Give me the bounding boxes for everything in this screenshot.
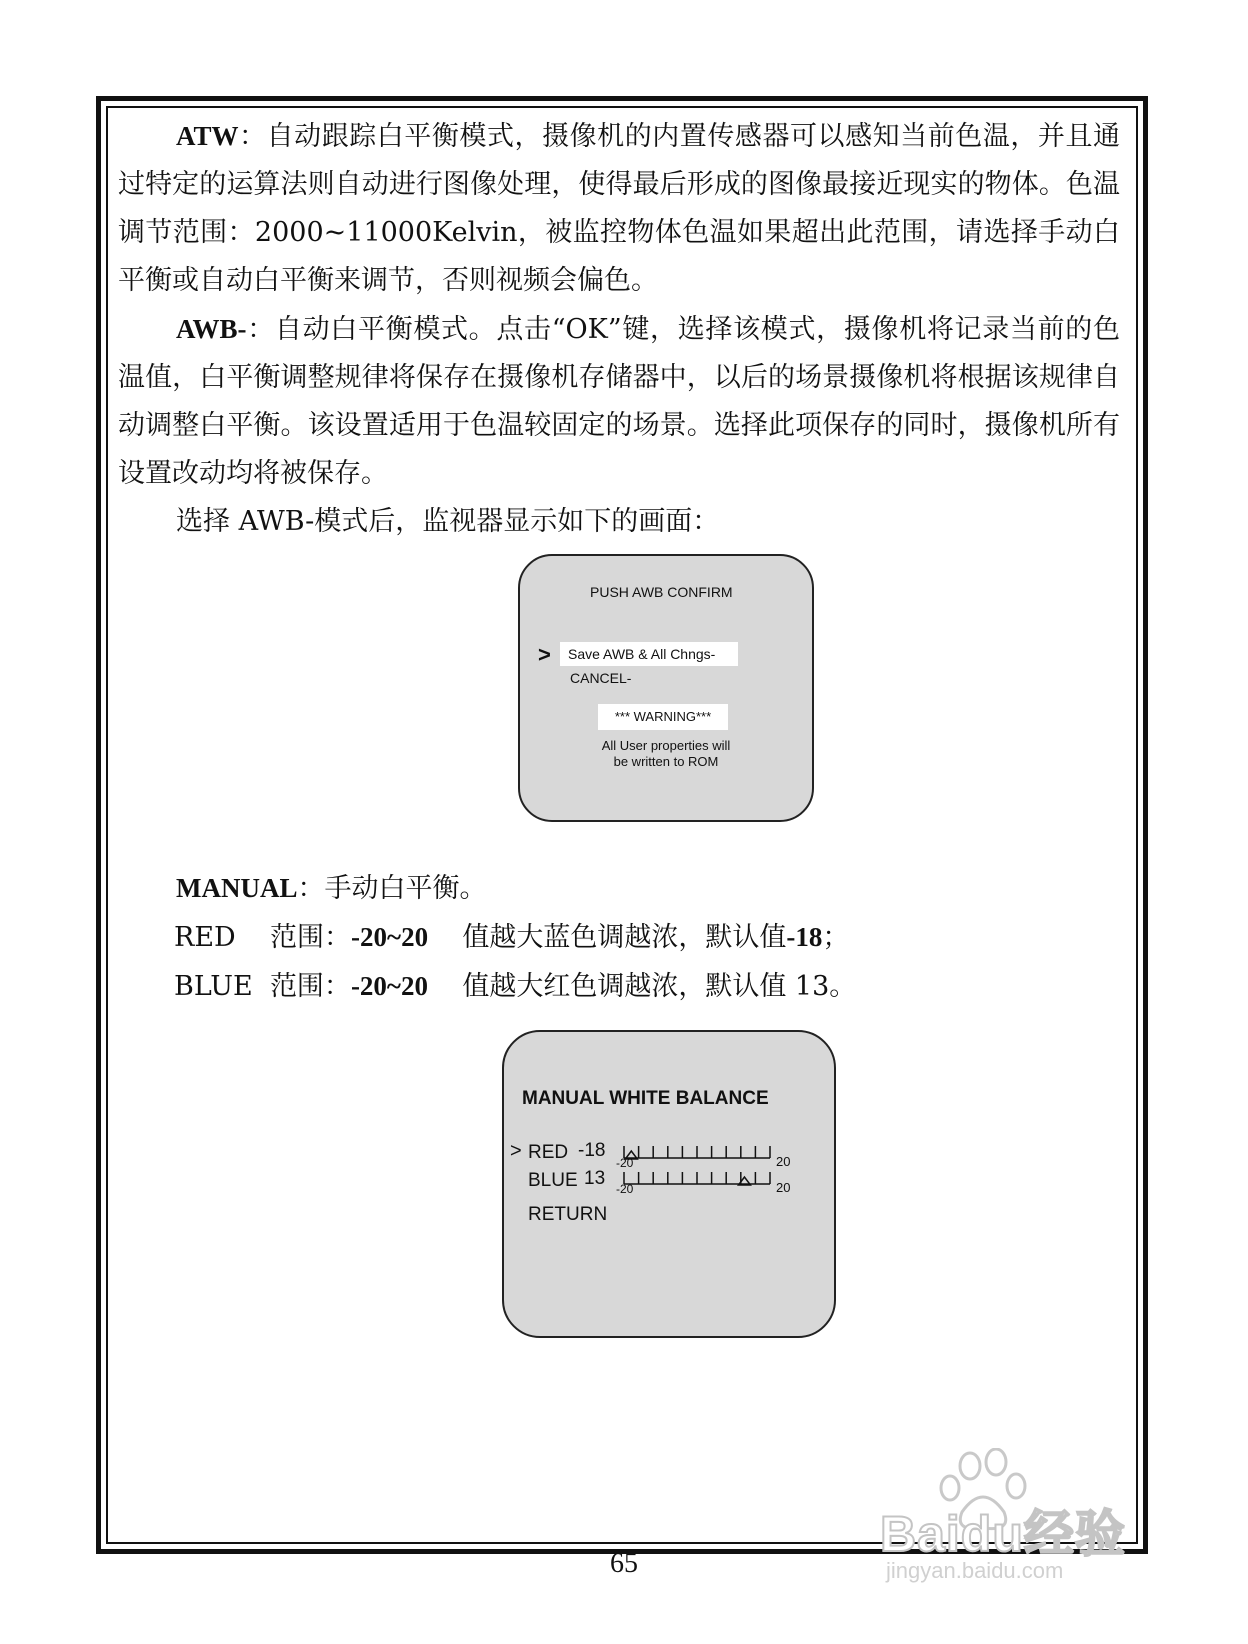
- atw-term: ATW: [176, 121, 239, 151]
- red-spec-range: -20~20: [351, 922, 429, 952]
- manual-paragraph: [118, 864, 1120, 913]
- manual-text: ：手动白平衡。: [297, 873, 487, 904]
- blue-spec-range-label: 范围：: [269, 971, 351, 1002]
- blue-spec-desc: 值越大红色调越浓，默认值: [462, 971, 795, 1002]
- awb-screen-title: PUSH AWB CONFIRM: [590, 584, 733, 600]
- red-scale-min: -20: [616, 1156, 634, 1170]
- warning-note-line2: be written to ROM: [613, 754, 719, 769]
- awb-cursor: >: [538, 642, 551, 667]
- red-value: -18: [578, 1140, 606, 1161]
- blue-spec-line: [118, 962, 1120, 1011]
- red-spec-line: [118, 913, 1120, 962]
- blue-scale-min: -20: [616, 1182, 634, 1196]
- red-spec-label: RED: [174, 922, 236, 953]
- awb-paragraph: [118, 305, 1120, 498]
- page-number: 65: [610, 1548, 638, 1579]
- scales-svg: [504, 1032, 834, 1336]
- watermark-brand: Baidu经验: [880, 1506, 1126, 1562]
- blue-spec-label: BLUE: [174, 971, 253, 1002]
- blue-spec-end: 。: [829, 971, 857, 1002]
- watermark-url: jingyan.baidu.com: [886, 1558, 1064, 1583]
- awb-intro: 选择 AWB-模式后，监视器显示如下的画面：: [176, 506, 720, 537]
- red-scale[interactable]: [624, 1146, 770, 1159]
- atw-paragraph: [118, 112, 1120, 305]
- blue-scale[interactable]: [624, 1172, 770, 1185]
- blue-label[interactable]: BLUE: [528, 1170, 578, 1191]
- red-spec-desc: 值越大蓝色调越浓，默认值: [462, 922, 787, 953]
- blue-spec-default: 13: [794, 971, 830, 1002]
- awb-confirm-screen: [518, 554, 814, 822]
- blue-spec-range: -20~20: [350, 971, 428, 1001]
- red-spec-default: -18: [786, 922, 823, 952]
- blue-value: 13: [584, 1168, 606, 1189]
- manual-screen-title: MANUAL WHITE BALANCE: [522, 1088, 769, 1109]
- red-spec-range-label: 范围：: [270, 922, 352, 953]
- warning-note-line1: All User properties will: [601, 738, 731, 753]
- awb-text: ：自动白平衡模式。点击“OK”键，选择该模式，摄像机将记录当前的色温值，白平衡调整规律将保存在摄像机存储器中，以后的场景摄像机将根据该规律自动调整白平衡。该设置适用于色温较固定的场景。选择此项保存的同时，摄像机所有设置改动均将被保存。: [118, 314, 1120, 489]
- baidu-watermark: [880, 1448, 1180, 1598]
- red-spec-end: ；: [822, 922, 850, 953]
- awb-term: AWB-: [176, 314, 247, 344]
- manual-term: MANUAL: [176, 873, 298, 903]
- return-option[interactable]: RETURN: [528, 1204, 608, 1225]
- save-awb-option[interactable]: Save AWB & All Chngs-: [560, 642, 738, 666]
- blue-scale-max: 20: [776, 1180, 791, 1195]
- red-scale-max: 20: [776, 1154, 791, 1169]
- atw-text: ：自动跟踪白平衡模式，摄像机的内置传感器可以感知当前色温，并且通过特定的运算法则自动进行图像处理，使得最后形成的图像最接近现实的物体。色温调节范围：2000~11000Kelvin，被监控物体色温如果超出此范围，请选择手动白平衡或自动白平衡来调节，否则视频会偏色。: [118, 121, 1120, 296]
- manual-cursor: >: [510, 1140, 522, 1162]
- cancel-option[interactable]: CANCEL-: [570, 670, 632, 686]
- warning-label: *** WARNING***: [598, 704, 728, 730]
- red-label[interactable]: RED: [528, 1142, 569, 1163]
- manual-white-balance-screen: [502, 1030, 836, 1338]
